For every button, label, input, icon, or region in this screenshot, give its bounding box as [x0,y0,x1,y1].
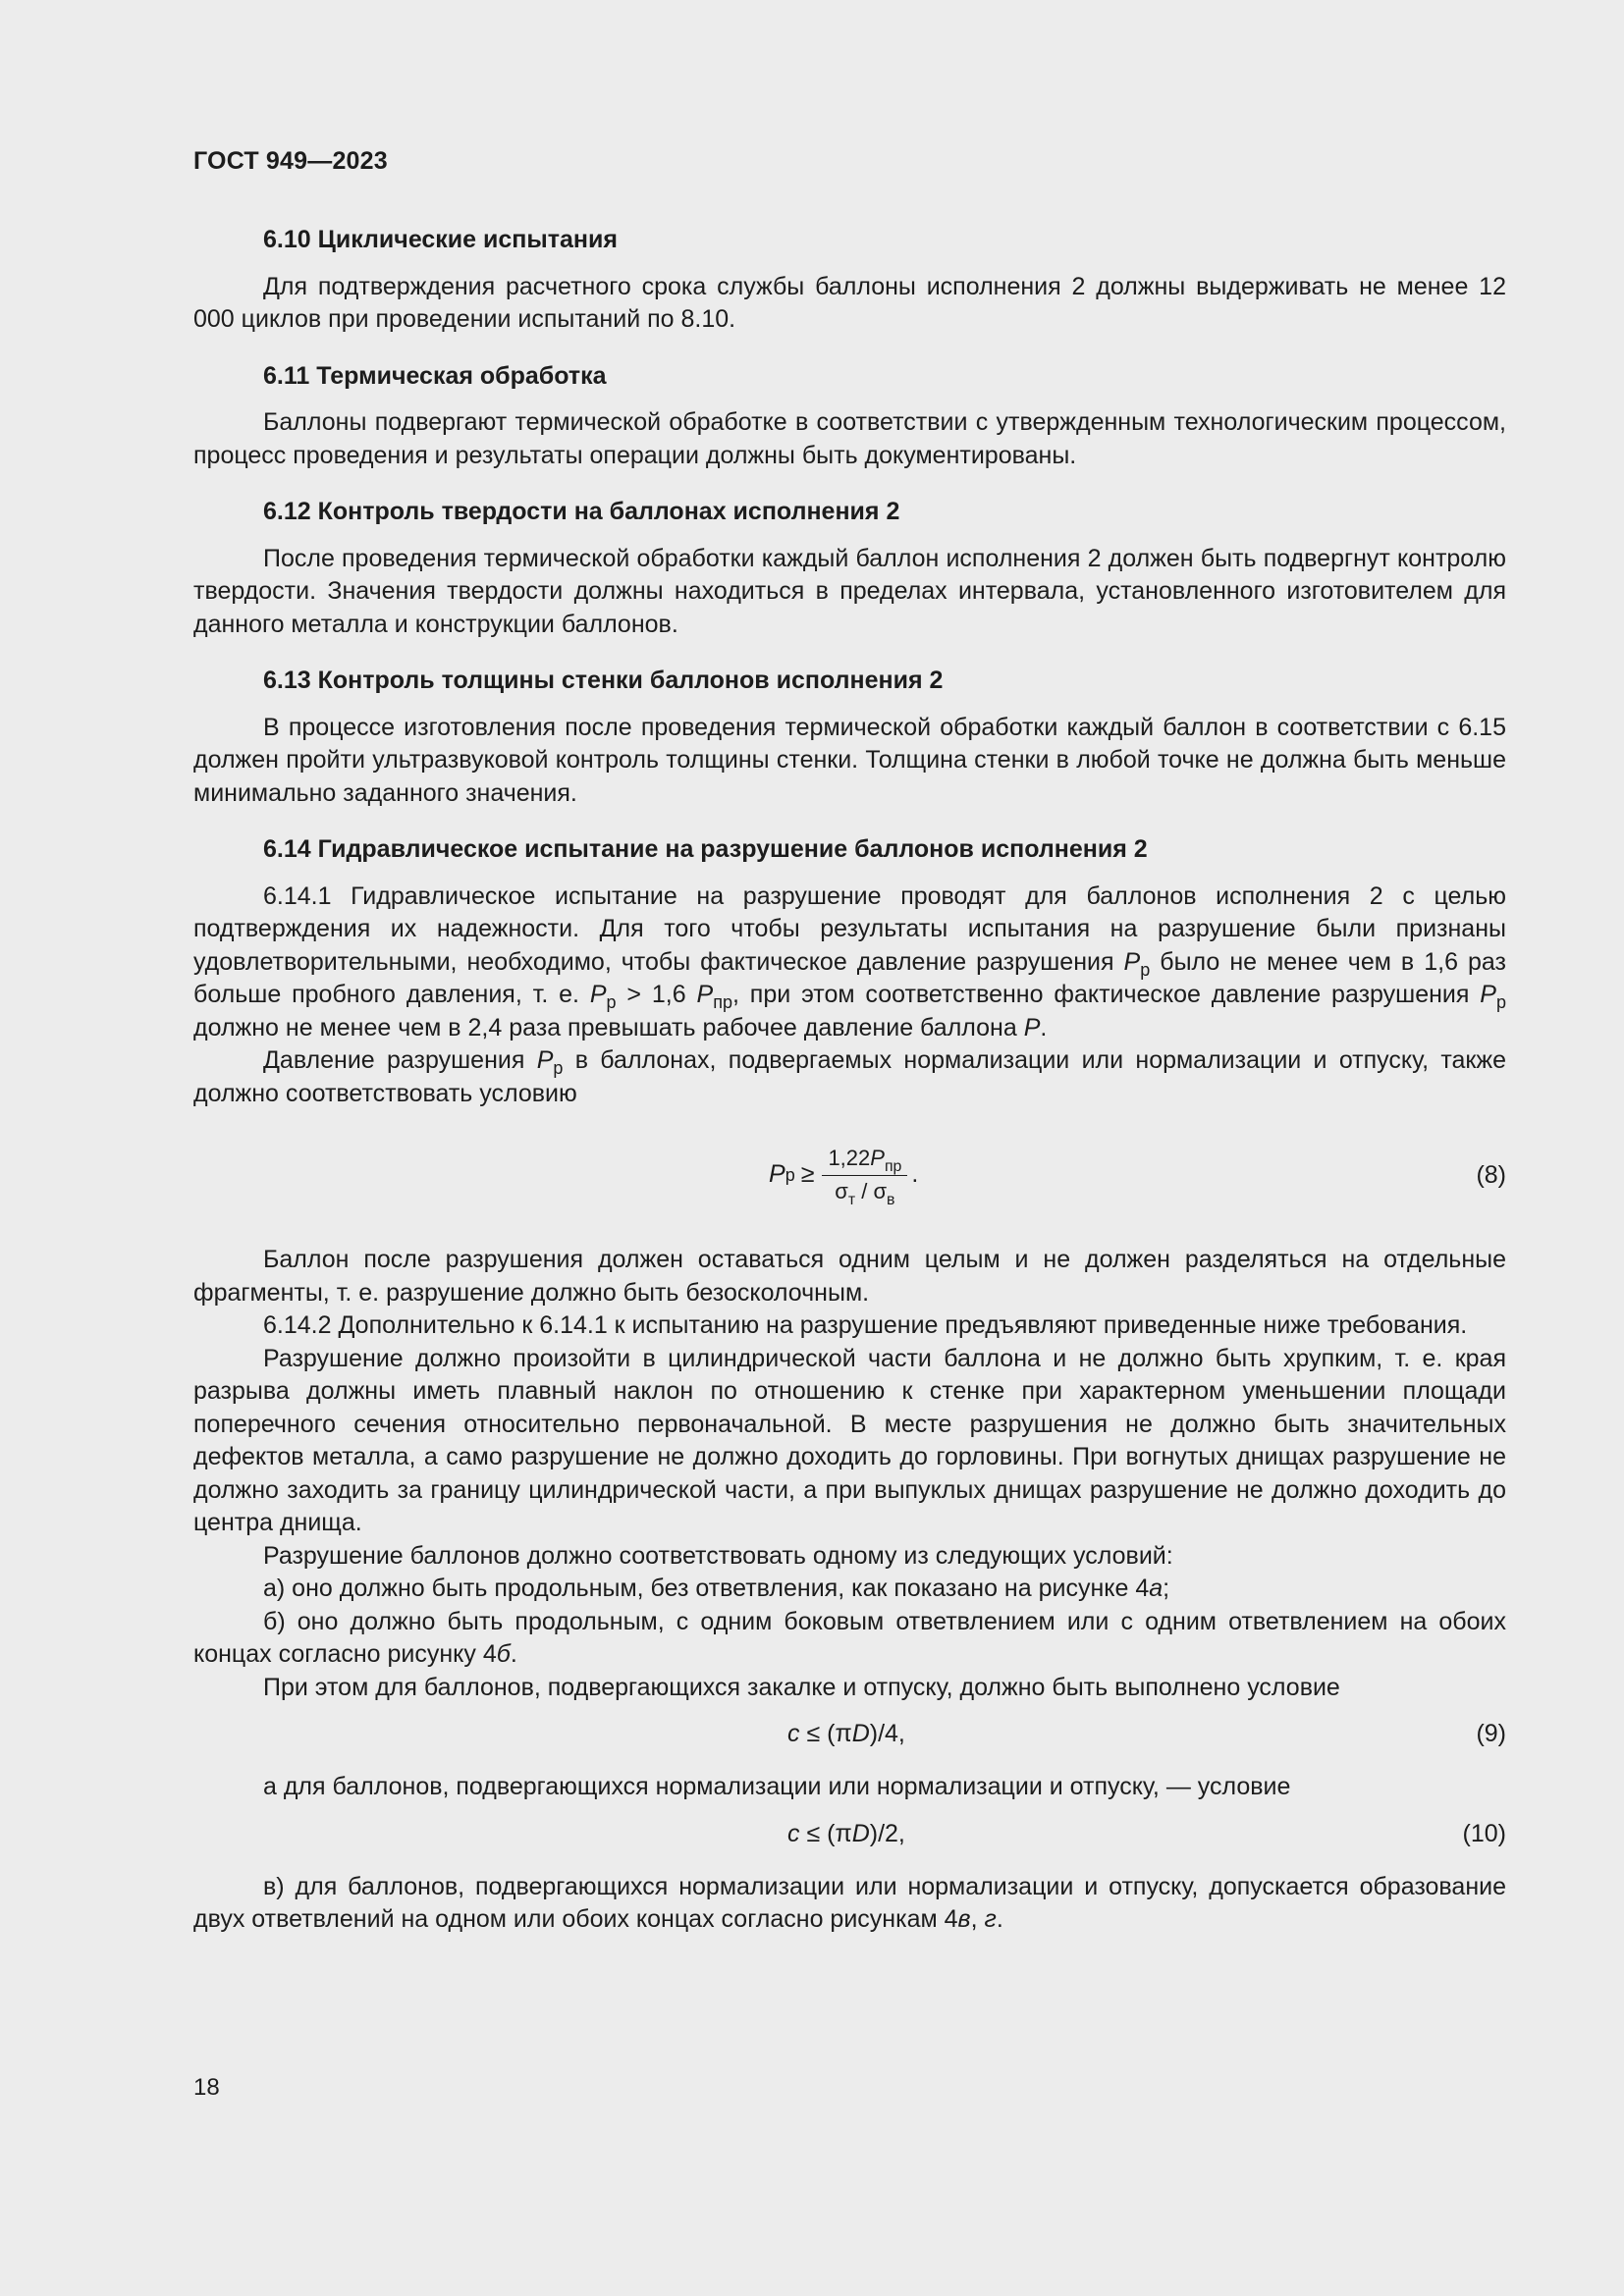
formula-number: (10) [1462,1819,1506,1847]
section-heading: 6.14 Гидравлическое испытание на разрушение баллонов исполнения 2 [263,835,1148,863]
paragraph-6-14-2: 6.14.2 Дополнительно к 6.14.1 к испытанию на разрушение предъявляют приведенные ниже требования. [263,1311,1468,1339]
list-item-b: б) оно должно быть продольным, с одним боковым ответвлением или с одним ответвлением на обоих концах согласно рисунку 4б. [193,1607,1506,1668]
paragraph: а для баллонов, подвергающихся нормализации или нормализации и отпуску, — условие [263,1773,1291,1800]
section-6-11 [193,360,1506,473]
paragraph: Баллоны подвергают термической обработке в соответствии с утвержденным технологическим процессом, процесс проведения и результаты операции должны быть документированы. [193,408,1506,469]
paragraph: После проведения термической обработки каждый баллон исполнения 2 должен быть подвергнут контролю твердости. Значения твердости должны находиться в пределах интервала, установленного изготовителем для данного металла и конструкции баллонов. [193,544,1506,638]
formula-expression: c ≤ (πD)/2, [787,1819,905,1847]
section-heading: 6.13 Контроль толщины стенки баллонов исполнения 2 [263,667,944,694]
section-6-10 [193,224,1506,337]
formula-number: (9) [1476,1720,1506,1747]
formula-expression: c ≤ (πD)/4, [787,1720,905,1747]
paragraph: Давление разрушения $P_р$ в баллонах, подвергаемых нормализации или нормализации и отпуску, также должно соответствовать условию [193,1046,1506,1107]
paragraph: Баллон после разрушения должен оставаться одним целым и не должен разделяться на отдельные фрагменты, т. е. разрушение должно быть безосколочным. [193,1246,1506,1307]
paragraph: Разрушение должно произойти в цилиндрической части баллона и не должно быть хрупким, т. е. края разрыва должны иметь плавный наклон по отношению к стенке при характерном уменьшении площади поперечного сечения относительно первоначальной. В месте разрушения не должно быть значительных дефектов металла, а само разрушение не должно доходить до горловины. При вогнутых днищах разрушение не должно заходить за границу цилиндрической части, а при выпуклых днищах разрушение не должно доходить до центра днища. [193,1344,1506,1536]
fraction: $\frac{1,22P_{пр}}{\sigma_т / \sigma_в}$ [822,1145,907,1205]
paragraph: Разрушение баллонов должно соответствовать одному из следующих условий: [263,1541,1173,1570]
list-item-v: в) для баллонов, подвергающихся нормализации или нормализации и отпуску, допускается образование двух ответвлений на одном или обоих концах согласно рисункам 4в, г. [193,1872,1506,1933]
section-heading: 6.12 Контроль твердости на баллонах исполнения 2 [263,498,900,525]
formula-number: (8) [1476,1161,1506,1189]
document-id-header: ГОСТ 949—2023 [193,147,388,175]
document-body [193,224,1506,1937]
formula-10 [193,1818,1506,1851]
section-6-14 [193,833,1506,1937]
formula-8 [193,1128,1506,1222]
paragraph: При этом для баллонов, подвергающихся закалке и отпуску, должно быть выполнено условие [263,1673,1340,1701]
section-heading: 6.10 Циклические испытания [263,226,618,253]
formula-9 [193,1718,1506,1751]
formula-expression: P р ≥ $\frac{1,22P_{пр}}{\sigma_т / \sigma_в}$ . [769,1146,919,1208]
section-6-12 [193,496,1506,641]
paragraph-6-14-1: 6.14.1 Гидравлическое испытание на разрушение проводят для баллонов исполнения 2 с целью подтверждения их надежности. Для того чтобы результаты испытания на разрушение были признаны удовлетворительными, необходимо, чтобы фактическое давление разрушения $P_р$ было не менее чем в 1,6 раз больше пробного давления, т. е. $P_р > 1,6$ $P_{пр}$, при этом соответственно фактическое давление разрушения $P_р$ должно не менее чем в 2,4 раза превышать рабочее давление баллона P. [193,881,1506,1041]
list-item-a: а) оно должно быть продольным, без ответвления, как показано на рисунке 4а; [263,1575,1170,1602]
section-6-13 [193,665,1506,810]
section-heading: 6.11 Термическая обработка [263,361,607,390]
paragraph: Для подтверждения расчетного срока службы баллоны исполнения 2 должны выдерживать не менее 12 000 циклов при проведении испытаний по 8.10. [193,272,1506,333]
paragraph: В процессе изготовления после проведения термической обработки каждый баллон в соответствии с 6.15 должен пройти ультразвуковой контроль толщины стенки. Толщина стенки в любой точке не должна быть меньше минимально заданного значения. [193,713,1506,807]
page-number: 18 [193,2074,220,2101]
